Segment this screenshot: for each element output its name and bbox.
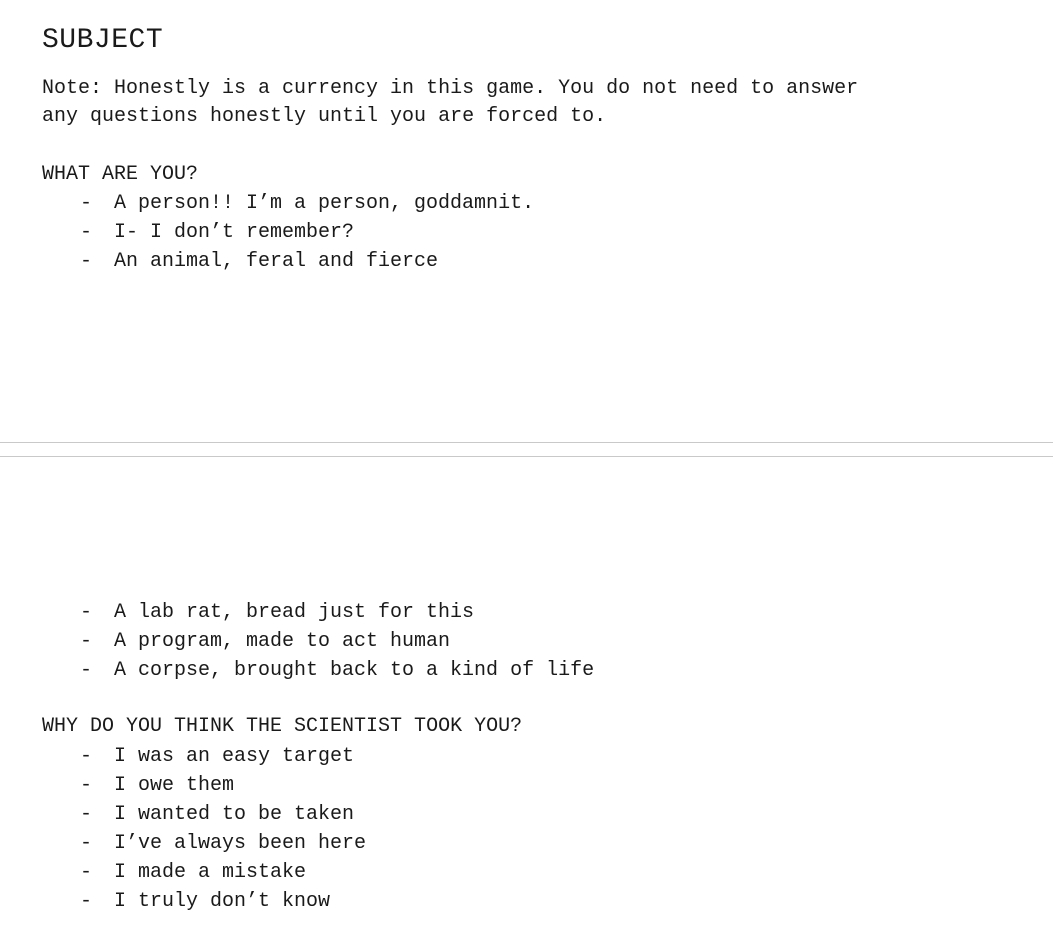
bullet-dash: - [80,774,93,797]
note-line-1: Note: Honestly is a currency in this game. You do not need to answer [42,77,859,100]
document-page-2 [0,457,1053,927]
bullet-dash: - [80,250,93,273]
document-page-1 [0,0,1053,442]
page-break [0,442,1053,457]
bullet-dash: - [80,601,93,624]
bullet-dash: - [80,659,93,682]
note-line-2: any questions honestly until you are forced to. [42,105,607,128]
option-text: I truly don’t know [114,890,331,913]
bullet-dash: - [80,221,93,244]
option-text: A person!! I’m a person, goddamnit. [114,192,535,215]
bullet-dash: - [80,745,93,768]
option-text: A lab rat, bread just for this [114,601,475,624]
option-text: An animal, feral and fierce [114,250,439,273]
bullet-dash: - [80,832,93,855]
option-text: A corpse, brought back to a kind of life [114,659,595,682]
bullet-dash: - [80,890,93,913]
section-heading-what-are-you: WHAT ARE YOU? [42,163,199,186]
bullet-dash: - [80,861,93,884]
bullet-dash: - [80,630,93,653]
option-text: I made a mistake [114,861,307,884]
option-text: A program, made to act human [114,630,451,653]
option-text: I’ve always been here [114,832,367,855]
bullet-dash: - [80,192,93,215]
option-text: I owe them [114,774,235,797]
option-text: I wanted to be taken [114,803,355,826]
section-heading-why-taken: WHY DO YOU THINK THE SCIENTIST TOOK YOU? [42,715,523,738]
option-text: I- I don’t remember? [114,221,355,244]
option-text: I was an easy target [114,745,355,768]
bullet-dash: - [80,803,93,826]
document-title: SUBJECT [42,25,164,56]
